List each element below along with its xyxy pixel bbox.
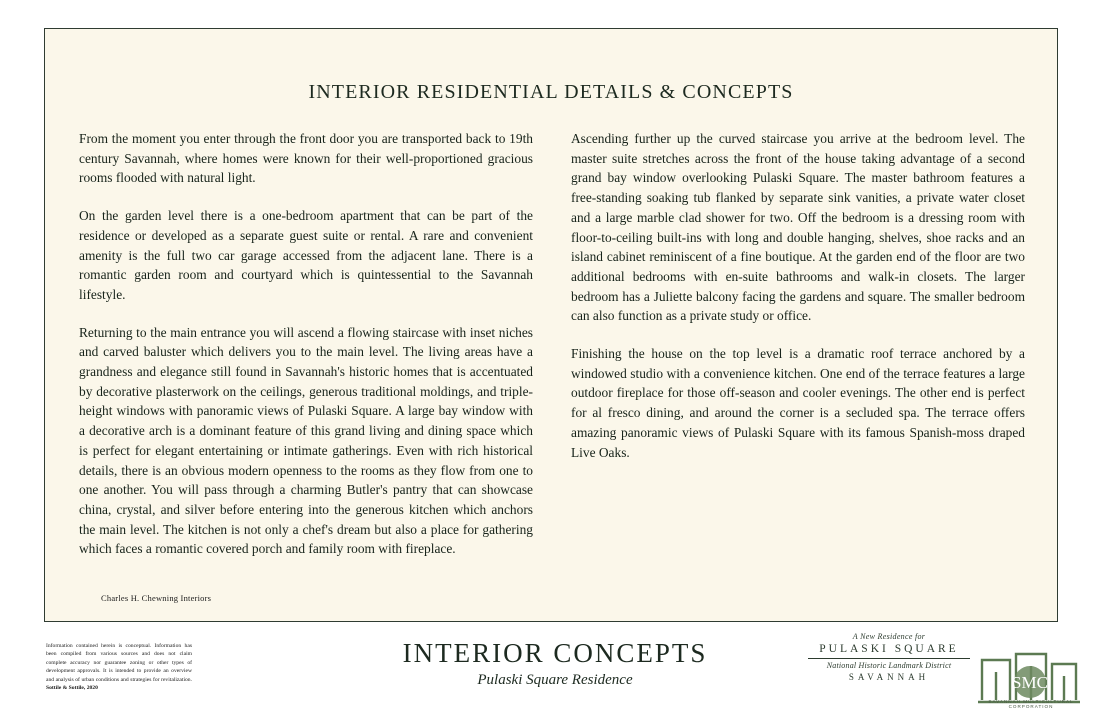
paragraph: Ascending further up the curved staircase you arrive at the bedroom level. The master suite stretches across the front of the house taking advantage of a second grand bay window overlooking Pulaski Square. The master bathroom features a free-standing soaking tub flanked by separate sink vanities, a private water closet and a large marble clad shower for two. Off the bedroom is a dressing room with floor-to-ceiling built-ins with long and double hanging, shelves, shoe racks and an island cabinet reminiscent of a fine boutique. At the garden end of the floor are two additional bedrooms with en-suite bathrooms and walk-in closets. The larger bedroom has a Juliette balcony facing the gardens and square. The smaller bedroom can also function as a private study or office. <box>571 131 1025 324</box>
sheet-title-block <box>300 638 810 689</box>
sheet-title: INTERIOR CONCEPTS <box>402 638 708 668</box>
left-column <box>79 129 533 577</box>
disclaimer-text <box>46 642 192 692</box>
disclaimer-body: Information contained herein is conceptual. Information has been compiled from various sources and does not claim complete accuracy nor guarantee zoning or other types of development approvals. It is intended to provide an overview and analysis of urban conditions and strategies for revitalization. <box>46 643 192 683</box>
body-columns <box>79 129 1025 577</box>
logo-line-4: SAVANNAH <box>848 672 930 682</box>
page-title: INTERIOR RESIDENTIAL DETAILS & CONCEPTS <box>308 81 794 103</box>
logo-line-3-italic: National Historic Landmark District <box>826 661 952 670</box>
svg-text:SMC: SMC <box>1012 673 1048 692</box>
content-frame <box>44 28 1058 622</box>
right-column <box>571 129 1025 577</box>
designer-credit: Charles H. Chewning Interiors <box>101 593 212 603</box>
smc-logo-caption: SAVANNAH MULTICULTURAL CORPORATION <box>988 699 1074 709</box>
logo-line-3 <box>804 661 974 670</box>
paragraph: Returning to the main entrance you will ascend a flowing staircase with inset niches and carved baluster which delivers you to the main level. The living areas have a grandness and elegance still found in Savannah's historic homes that is accentuated by decorative plasterwork on the ceilings, generous traditional moldings, and triple-height windows with panoramic views of Pulaski Square. A large bay window with a decorative arch is a dominant feature of this grand living and dining space which is perfect for elegant entertaining or intimate gatherings. Even with rich historical details, there is an obvious modern openness to the rooms as they flow from one to one another. You will pass through a charming Butler's pantry that can showcase china, crystal, and silver before entering into the generous kitchen which anchors the main level. The kitchen is not only a chef's dream but also a place for gathering which faces a romantic covered porch and family room with fireplace. <box>79 324 533 557</box>
smc-logo-icon <box>976 634 1084 706</box>
disclaimer-attribution: Sottile & Sottile, 2020 <box>46 684 98 691</box>
project-logo <box>804 632 974 682</box>
logo-line-2: PULASKI SQUARE <box>819 643 959 655</box>
paragraph: From the moment you enter through the front door you are transported back to 19th century Savannah, where homes were known for their well-proportioned gracious rooms flooded with natural light. <box>79 131 533 186</box>
paragraph: Finishing the house on the top level is a dramatic roof terrace anchored by a windowed studio with a convenience kitchen. One end of the terrace features a large outdoor fireplace for those off-season and cooler evenings. The other end is perfect for al fresco dining, and around the corner is a secluded spa. The terrace offers amazing panoramic views of Pulaski Square with its famous Spanish-moss draped Live Oaks. <box>571 346 1025 460</box>
logo-divider <box>808 658 970 659</box>
sheet-subtitle: Pulaski Square Residence <box>477 672 633 688</box>
sheet-footer <box>0 626 1102 713</box>
paragraph: On the garden level there is a one-bedroom apartment that can be part of the residence or developed as a separate guest suite or rental. A rare and convenient amenity is the full two car garage accessed from the adjacent lane. There is a romantic garden room and courtyard which is quintessential to the Savannah lifestyle. <box>79 208 533 302</box>
logo-line-1: A New Residence for <box>852 632 926 641</box>
